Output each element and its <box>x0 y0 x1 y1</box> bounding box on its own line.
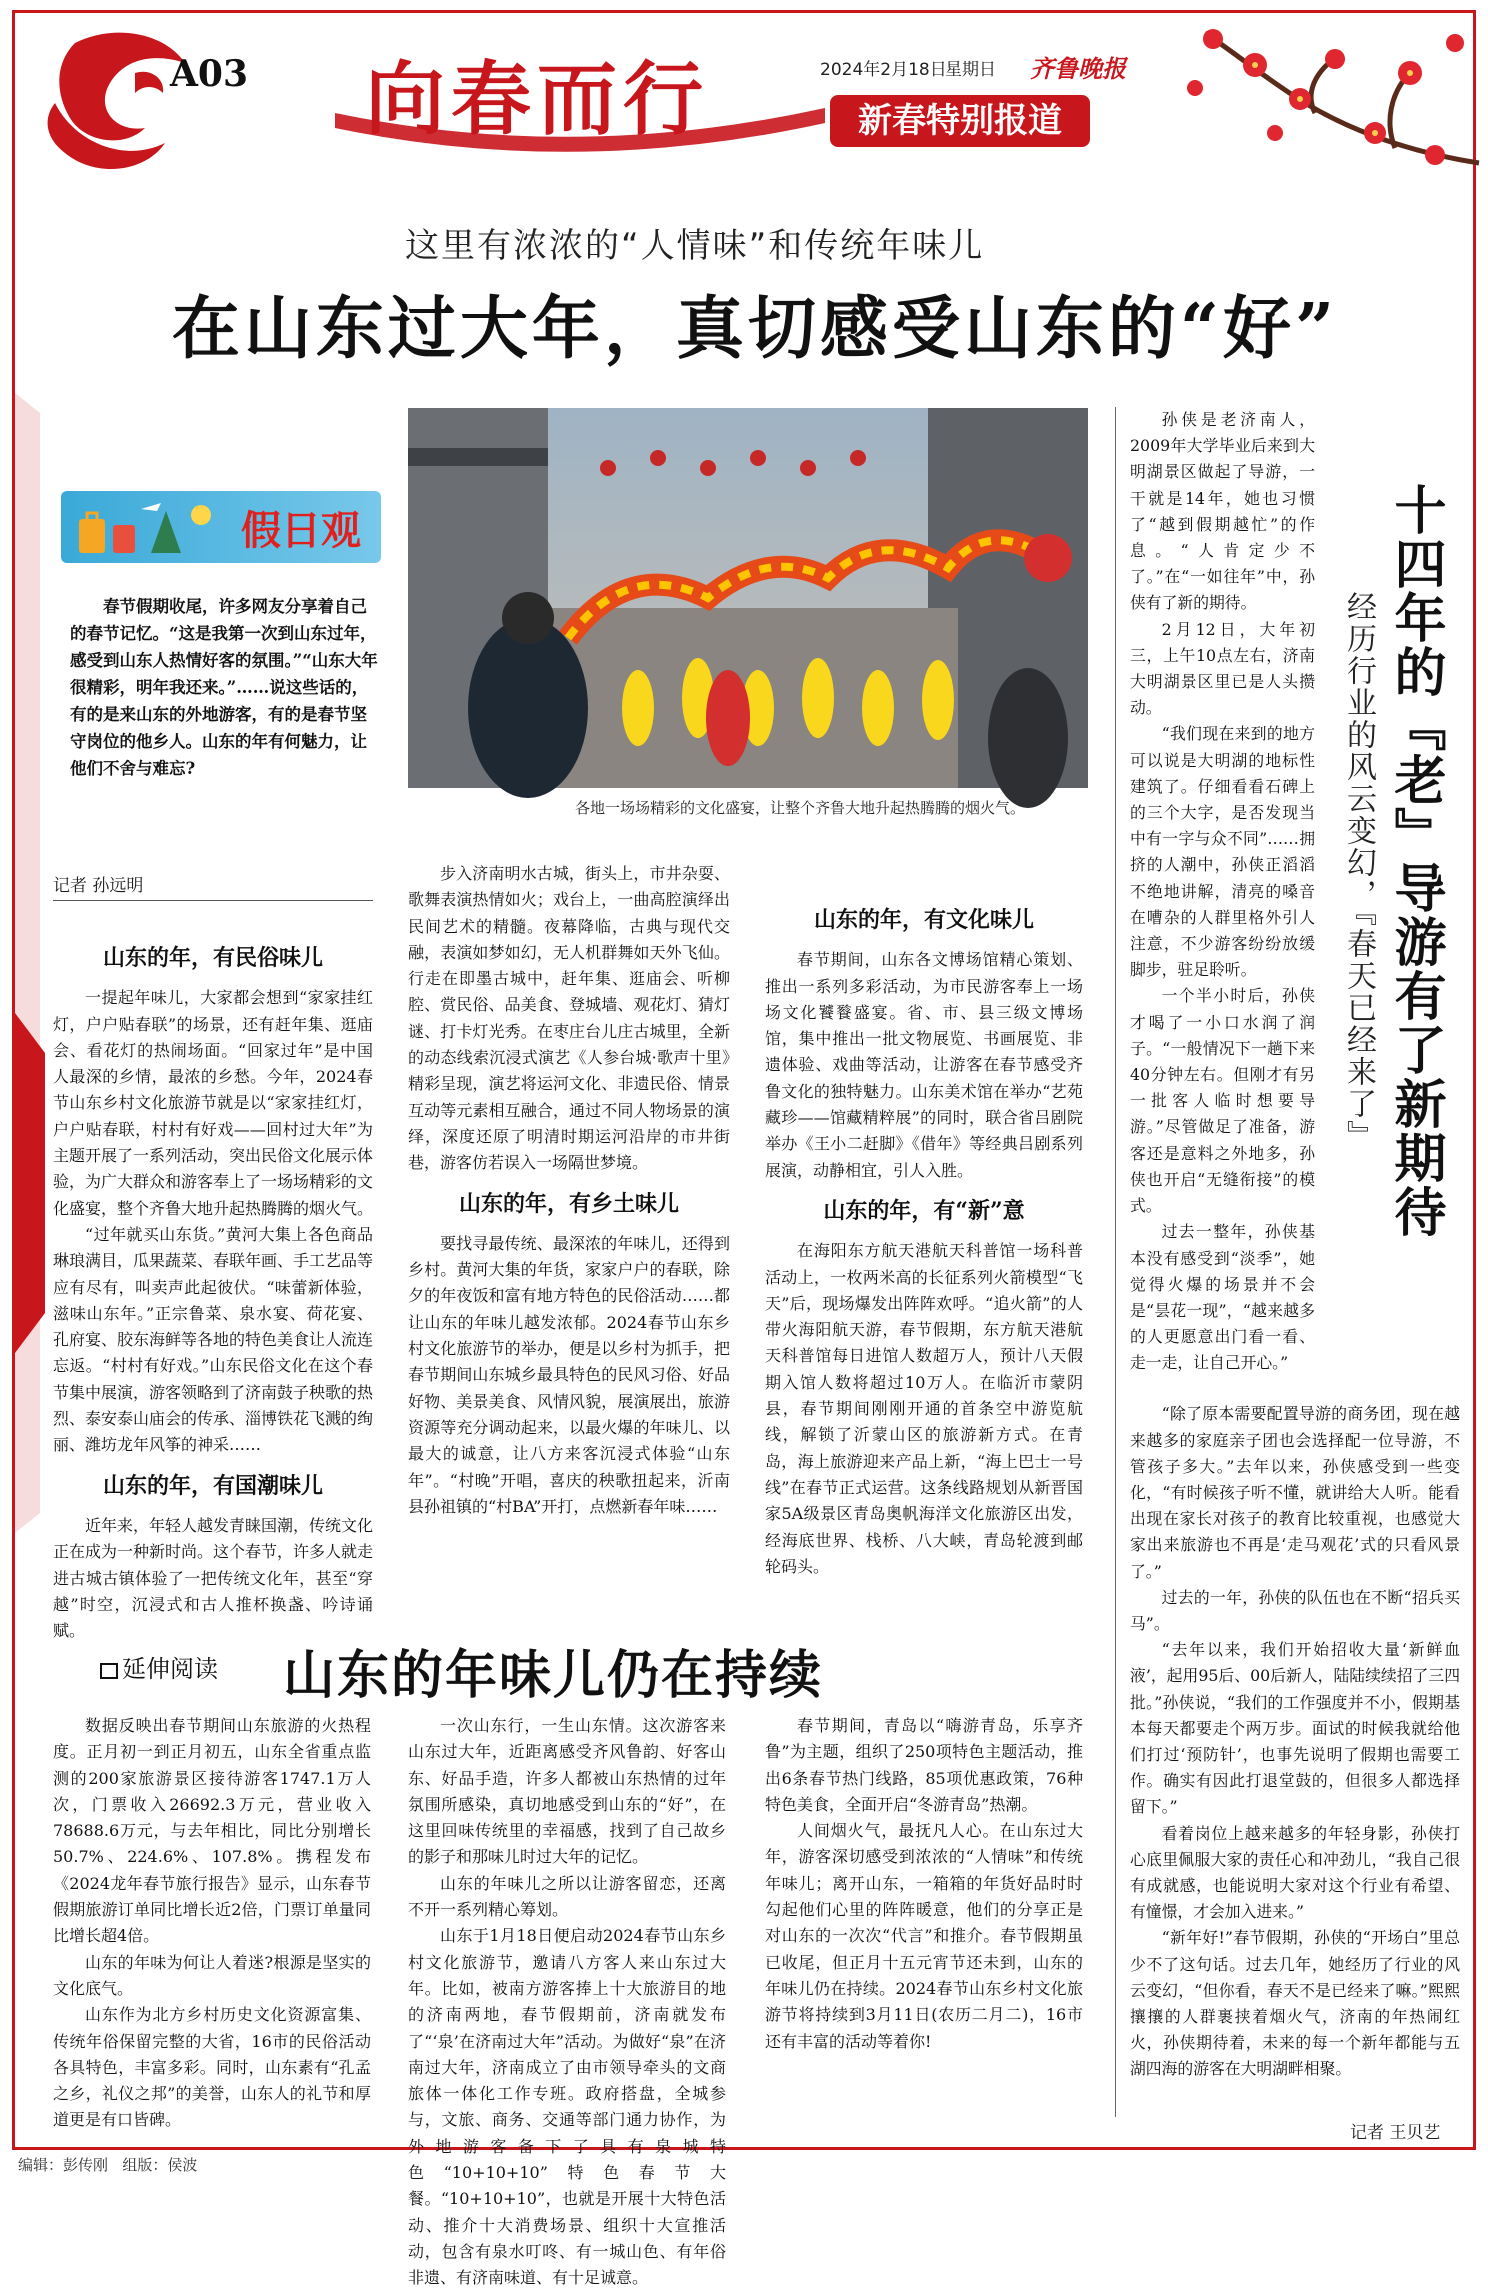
holiday-column-badge <box>61 491 381 563</box>
extended-column-2 <box>408 1713 726 2288</box>
lead-paragraph: 春节假期收尾，许多网友分享着自己的春节记忆。“这是我第一次到山东过年，感受到山东人热情好客的氛围。”“山东大年很精彩，明年我还来。”……说这些话的，有的是来山东的外地游客，有的是春节坚守岗位的他乡人。山东的年有何魅力，让他们不舍与难忘? <box>70 597 378 778</box>
sidebar-byline: 记者 王贝艺 <box>1350 2123 1441 2143</box>
article-lead <box>70 593 378 782</box>
page-number: A03 <box>170 53 249 95</box>
paragraph: 孙侠是老济南人，2009年大学毕业后来到大明湖景区做起了导游，一干就是14年，她也习惯了“越到假期越忙”的作息。“人肯定少不了。”在“一如往年”中，孙侠有了新的期待。 <box>1130 410 1315 613</box>
paragraph: 一提起年味儿，大家都会想到“家家挂红灯，户户贴春联”的场景，还有赶年集、逛庙会、看花灯的热闹场面。“回家过年”是中国人最深的乡情，最浓的乡愁。今年，2024春节山东乡村文化旅游节就是以“家家挂红灯，户户贴春联，村村有好戏——回村过大年”为主题开展了一系列活动，突出民俗文化展示体验，为广大群众和游客奉上了一场场精彩的文化盛宴，整个齐鲁大地升起热腾腾的烟火气。 <box>53 988 374 1218</box>
extended-reading-label <box>100 1649 218 1684</box>
paragraph: “去年以来，我们开始招收大量‘新鲜血液’，起用95后、00后新人，陆陆续续招了三四批。”孙侠说，“我们的工作强度并不小，假期基本每天都要走个两万步。面试的时候我就给他们打过‘预防针’，也事先说明了假期也需要工作。确实有因此打退堂鼓的，但很多人都选择留下。” <box>1130 1640 1460 1817</box>
special-report-badge: 新春特别报道 <box>830 95 1090 147</box>
paragraph: “过年就买山东货。”黄河大集上各色商品琳琅满目，瓜果蔬菜、春联年画、手工艺品等应有尽有，叫卖声此起彼伏。“味蕾新体验，滋味山东年。”正宗鲁菜、泉水宴、荷花宴、孔府宴、胶东海鲜等各地的特色美食让人流连忘返。“村村有好戏。”山东民俗文化在这个春节集中展演，游客领略到了济南鼓子秧歌的热烈、泰安泰山庙会的传承、淄博铁花飞溅的绚丽、潍坊龙年风筝的神采…… <box>53 1224 374 1455</box>
article-column-1 <box>53 931 374 1641</box>
paragraph: 春节期间，青岛以“嗨游青岛，乐享齐鲁”为主题，组织了250项特色主题活动，推出6条春节热门线路，85项优惠政策，76种特色美食，全面开启“冬游青岛”热潮。 <box>765 1716 1083 1814</box>
paragraph: 人间烟火气，最抚凡人心。在山东过大年，游客深切感受到浓浓的“人情味”和传统年味儿；离开山东，一箱箱的年货好品时时勾起他们心里的阵阵暖意，他们的分享正是对山东的一次次“代言”和推介。春节假期虽已收尾，但正月十五元宵节还未到，山东的年味儿仍在持续。2024春节山东乡村文化旅游节将持续到3月11日(农历二月二)，16市还有丰富的活动等着你! <box>765 1821 1083 2051</box>
sidebar-subtitle: 经历行业的风云变幻，『春天已经来了』 <box>1341 591 1376 1152</box>
section-title-rural: 山东的年，有乡土味儿 <box>458 1190 679 1217</box>
sidebar-narrow-column <box>1130 407 1315 1401</box>
issue-date: 2024年2月18日 <box>820 60 947 80</box>
paragraph: 一个半小时后，孙侠才喝了一小口水润了润子。“一般情况下一趟下来40分钟左右。但刚才有另一批客人临时想要导游。”尽管做足了准备，游客还是意料之外地多，孙侠也开启“无缝衔接”的模式。 <box>1130 986 1315 1216</box>
section-title-culture: 山东的年，有文化味儿 <box>813 907 1034 933</box>
paragraph: 数据反映出春节期间山东旅游的火热程度。正月初一到正月初五，山东全省重点监测的200家旅游景区接待游客1747.1万人次，门票收入26692.3万元，营业收入78688.6万元，与去年相比，同比分别增长50.7%、224.6%、107.8%。携程发布《2024龙年春节旅行报告》显示，山东春节假期旅游订单同比增长近2倍，门票订单量同比增长超4倍。 <box>53 1716 371 1946</box>
masthead-decoration <box>15 13 1479 213</box>
dragon-dance-photo <box>408 408 1088 788</box>
extended-label-text: 延伸阅读 <box>122 1655 218 1683</box>
extended-column-3 <box>765 1713 1083 2055</box>
article-subhead: 这里有浓浓的“人情味”和传统年味儿 <box>405 226 985 266</box>
paragraph: “我们现在来到的地方可以说是大明湖的地标性建筑了。仔细看看石碑上的三个大字，是否发现当中有一字与众不同”……拥挤的人潮中，孙侠正滔滔不绝地讲解，清亮的嗓音在嘈杂的人群里格外引人注意，不少游客纷纷放缓脚步，驻足聆听。 <box>1130 724 1315 980</box>
sidebar-body <box>1130 407 1460 2083</box>
cloud-ornament-left <box>48 33 185 169</box>
photo-caption: 各地一场场精彩的文化盛宴，让整个齐鲁大地升起热腾腾的烟火气。 <box>575 799 1026 817</box>
holiday-label: 假日观 <box>241 507 361 554</box>
paragraph: 在海阳东方航天港航天科普馆一场科普活动上，一枚两米高的长征系列火箭模型“飞天”后，现场爆发出阵阵欢呼。“追火箭”的人带火海阳航天游，春节假期，东方航天港航天科普馆每日进馆人数超万人，预计八天假期入馆人数将超过10万人。在临沂市蒙阴县，春节期间刚刚开通的首条空中游览航线，解锁了沂蒙山区的旅游新方式。在青岛，海上旅游迎来产品上新，“海上巴士一号线”在春节正式运营。这条线路规划从新晋国家5A级景区青岛奥帆海洋文化旅游区出发，经海底世界、栈桥、八大峡，青岛轮渡到邮轮码头。 <box>765 1241 1083 1576</box>
article-column-2 <box>408 861 730 1520</box>
paragraph: 一次山东行，一生山东情。这次游客来山东过大年，近距离感受齐风鲁韵、好客山东、好品手造，许多人都被山东热情的过年氛围所感染，真切地感受到山东的“好”，在这里回味传统里的幸福感，找到了自己故乡的影子和那味儿时过大年的记忆。 <box>408 1716 726 1867</box>
column-divider <box>1115 407 1116 2117</box>
paragraph: “新年好!”春节假期，孙侠的“开场白”里总少不了这句话。过去几年，她经历了行业的风云变幻，“但你看，春天不是已经来了嘛。”熙熙攘攘的人群裹挟着烟火气，济南的年热闹红火，孙侠期待着，未来的每一个新年都能与五湖四海的游客在大明湖畔相聚。 <box>1130 1928 1460 2079</box>
sidebar-title: 十四年的『老』导游有了新期待 <box>1385 483 1446 1239</box>
section-title-new: 山东的年，有“新”意 <box>823 1197 1025 1224</box>
paragraph: 2月12日，大年初三，上午10点左右，济南大明湖景区里已是人头攒动。 <box>1130 619 1315 718</box>
paragraph: 要找寻最传统、最深浓的年味儿，还得到乡村。黄河大集的年货，家家户户的春联，除夕的年夜饭和富有地方特色的民俗活动……都让山东的年味儿越发浓郁。2024春节山东乡村文化旅游节的举办，便是以乡村为抓手，把春节期间山东城乡最具特色的民风习俗、好品好物、美景美食、风情风貌，展演展出，旅游资源等充分调动起来，以最火爆的年味儿、以最大的诚意，让八方来客沉浸式体验“山东年”。“村晚”开唱，喜庆的秧歌扭起来，沂南县孙祖镇的“村BA”开打，点燃新春年味…… <box>408 1233 730 1516</box>
section-title-folk: 山东的年，有民俗味儿 <box>102 945 323 971</box>
editor-credit: 编辑：彭传刚 <box>18 2156 109 2174</box>
extended-title: 山东的年味儿仍在持续 <box>283 1645 824 1706</box>
masthead-title: 向春而行 <box>365 52 709 146</box>
article-headline: 在山东过大年，真切感受山东的“好” <box>171 289 1339 369</box>
sidebar-wide-column <box>1130 1401 1460 2082</box>
paragraph: 春节期间，山东各文博场馆精心策划、推出一系列多彩活动，为市民游客奉上一场场文化饕餮盛宴。省、市、县三级文博场馆，集中推出一批文物展览、书画展览、非遗体验、戏曲等活动，让游客在春节感受齐鲁文化的独特魅力。山东美术馆在举办“艺苑藏珍——馆藏精粹展”的同时，联合省吕剧院举办《王小二赶脚》《借年》等经典吕剧系列展演，动静相宜，引人入胜。 <box>765 950 1083 1180</box>
extended-column-1 <box>53 1713 371 2134</box>
paragraph: 近年来，年轻人越发青睐国潮，传统文化正在成为一种新时尚。这个春节，许多人就走进古城古镇体验了一把传统文化年，甚至“穿越”时空，沉浸式和古人推杯换盏、吟诗诵赋。 <box>53 1515 374 1641</box>
paragraph: 步入济南明水古城，街头上，市井杂耍、歌舞表演热情如火；戏台上，一曲高腔演绎出民间艺术的精髓。夜幕降临，古典与现代交融，表演如梦如幻，无人机群舞如天外飞仙。行走在即墨古城中，赶年集、逛庙会、听柳腔、赏民俗、品美食、登城墙、观花灯、猜灯谜、打卡灯光秀。在枣庄台儿庄古城里，全新的动态线索沉浸式演艺《人参台城·歌声十里》精彩呈现，演艺将运河文化、非遗民俗、情景互动等元素相互融合，通过不同人物场景的演绎，深度还原了明清时期运河沿岸的市井街巷，游客仿若误入一场隔世梦境。 <box>408 864 730 1173</box>
paragraph: 山东于1月18日便启动2024春节山东乡村文化旅游节，邀请八方客人来山东过大年。比如，被南方游客捧上十大旅游目的地的济南两地，春节假期前，济南就发布了“‘泉’在济南过大年”活动。为做好“泉”在济南过大年，济南成立了由市领导牵头的文商旅体一体化工作专班。政府搭盘，全城参与，文旅、商务、交通等部门通力协作，为外地游客备下了具有泉城特色“10+10+10”特色春节大餐。“10+10+10”，也就是开展十大特色活动、推介十大消费场景、组织十大宣推活动，包含有泉水叮咚、有一城山色、有年俗非遗、有济南味道、有十足诚意。 <box>408 1926 726 2288</box>
article-column-3 <box>765 861 1083 1580</box>
book-icon <box>100 1663 118 1679</box>
paragraph: 过去一整年，孙侠基本没有感受到“淡季”，她觉得火爆的场景并不会是“昙花一现”，“越来越多的人更愿意出门看一看、走一走，让自己开心。” <box>1130 1222 1315 1373</box>
paragraph: 看着岗位上越来越多的年轻身影，孙侠打心底里佩服大家的责任心和冲劲儿，“我自己很有成就感，也能说明大家对这个行业有希望、有憧憬，才会加入进来。” <box>1130 1823 1460 1922</box>
page-footer <box>18 2154 197 2175</box>
designer-credit: 组版：侯波 <box>122 2156 198 2174</box>
paragraph: 山东的年味儿之所以让游客留恋，还离不开一系列精心筹划。 <box>408 1873 726 1920</box>
issue-weekday: 星期日 <box>945 60 996 80</box>
paragraph: 山东的年味为何让人着迷?根源是坚实的文化底气。 <box>53 1952 371 1998</box>
section-title-guochao: 山东的年，有国潮味儿 <box>102 1472 323 1499</box>
paragraph: “除了原本需要配置导游的商务团，现在越来越多的家庭亲子团也会选择配一位导游，不管孩子多大。”去年以来，孙侠感受到一些变化，“有时候孩子听不懂，就讲给大人听。能看出现在家长对孩子的教育比较重视，也感觉大家出来旅游也不再是‘走马观花’式的只看风景了。” <box>1130 1404 1460 1581</box>
travel-icons <box>61 491 231 563</box>
paragraph: 过去的一年，孙侠的队伍也在不断“招兵买马”。 <box>1130 1587 1460 1633</box>
newspaper-logo: 齐鲁晚报 <box>1030 54 1126 83</box>
article-byline: 记者 孙远明 <box>53 871 373 901</box>
paragraph: 山东作为北方乡村历史文化资源富集、传统年俗保留完整的大省，16市的民俗活动各具特色，丰富多彩。同时，山东素有“孔孟之乡，礼仪之邦”的美誉，山东人的礼节和厚道更是有口皆碑。 <box>53 2005 371 2130</box>
